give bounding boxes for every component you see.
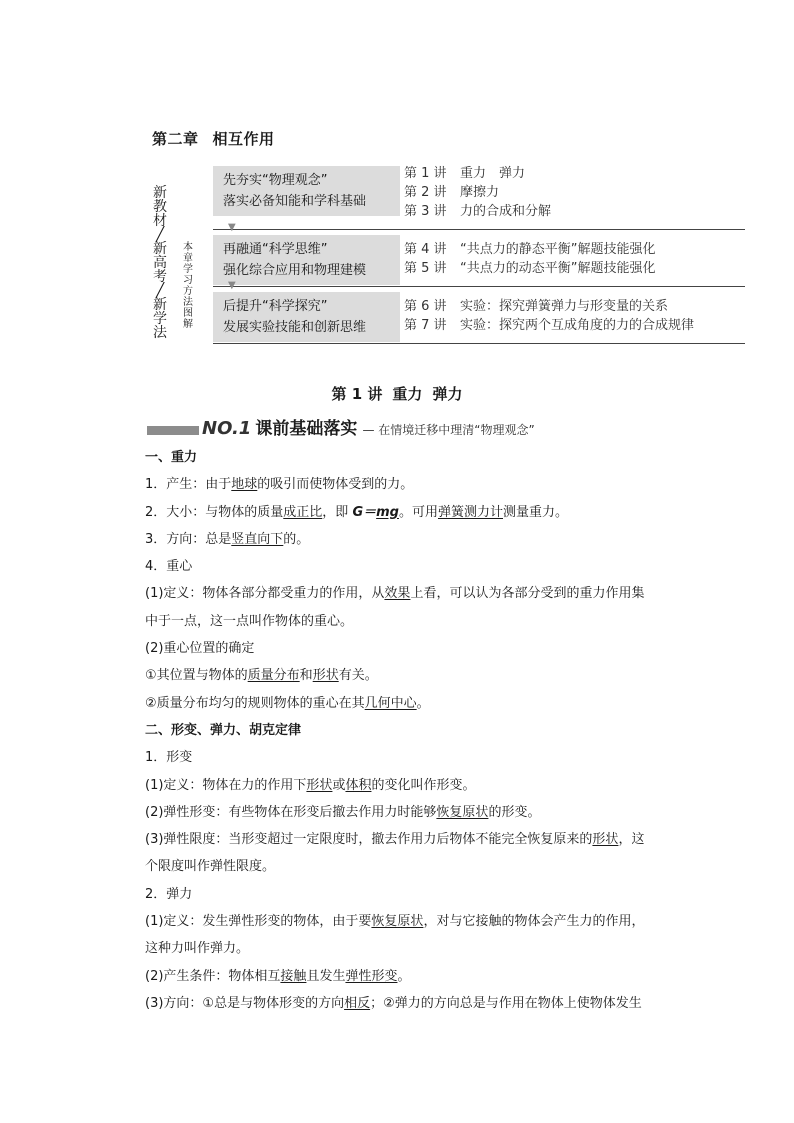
section-1-line1: 先夯实“物理观念”: [223, 173, 328, 188]
down-arrow-icon: ▼: [228, 280, 236, 291]
paragraph: 2．大小：与物体的质量成正比，即 G＝mg。可用弹簧测力计测量重力。: [145, 504, 569, 520]
paragraph: (3)方向：①总是与物体形变的方向相反；②弹力的方向总是与作用在物体上使物体发生: [145, 995, 642, 1011]
paragraph: 1．产生：由于地球的吸引而使物体受到的力。: [145, 477, 414, 493]
lecture-row: 第 3 讲 力的合成和分解: [404, 204, 552, 219]
banner-title: 课前基础落实: [255, 419, 358, 439]
paragraph-continued: 中于一点，这一点叫作物体的重心。: [145, 613, 354, 629]
paragraph: (2)弹性形变：有些物体在形变后撤去作用力时能够恢复原状的形变。: [145, 804, 541, 820]
paragraph-continued: 这种力叫作弹力。: [145, 941, 250, 957]
section-1-line2: 落实必备知能和学科基础: [223, 194, 367, 209]
down-arrow-icon: ▼: [228, 222, 236, 233]
divider: [213, 286, 745, 287]
vertical-label-sub: 本 章 学 习 方 法 图 解: [183, 242, 193, 330]
lesson-body: [145, 444, 693, 1017]
section-3-line1: 后提升“科学探究”: [223, 299, 328, 314]
section-1-lectures: [404, 164, 551, 221]
divider: [213, 229, 745, 230]
chapter-title: 第二章 相互作用: [152, 130, 275, 148]
section-3-lectures: [404, 297, 694, 335]
paragraph: (3)弹性限度：当形变超过一定限度时，撤去作用力后物体不能完全恢复原来的形状，这: [145, 832, 645, 848]
paragraph: (1)定义：物体在力的作用下形状或体积的变化叫作形变。: [145, 777, 476, 793]
paragraph: ①其位置与物体的质量分布和形状有关。: [145, 668, 378, 684]
paragraph-continued: 个限度叫作弹性限度。: [145, 859, 276, 875]
paragraph: (2)重心位置的确定: [145, 641, 255, 657]
lecture-row: 第 1 讲 重力 弹力: [404, 166, 526, 181]
lecture-row: 第 4 讲 “共点力的静态平衡”解题技能强化: [404, 242, 656, 257]
paragraph: (1)定义：物体各部分都受重力的作用，从效果上看，可以认为各部分受到的重力作用集: [145, 586, 645, 602]
section-banner: [202, 414, 535, 439]
paragraph: (1)定义：发生弹性形变的物体，由于要恢复原状，对与它接触的物体会产生力的作用，: [145, 914, 645, 930]
paragraph: 4．重心: [145, 559, 193, 575]
lecture-row: 第 6 讲 实验：探究弹簧弹力与形变量的关系: [404, 299, 669, 314]
banner-number: NO.1: [202, 418, 252, 439]
paragraph: ②质量分布均匀的规则物体的重心在其几何中心。: [145, 695, 430, 711]
lecture-row: 第 2 讲 摩擦力: [404, 185, 500, 200]
section-box-1: [213, 166, 400, 216]
divider: [213, 343, 745, 344]
section-box-3: [213, 292, 400, 342]
section-2-lectures: [404, 240, 655, 278]
paragraph: 1．形变: [145, 750, 193, 766]
paragraph: 3．方向：总是竖直向下的。: [145, 531, 310, 547]
lecture-row: 第 5 讲 “共点力的动态平衡”解题技能强化: [404, 261, 656, 276]
paragraph: (2)产生条件：物体相互接触且发生弹性形变。: [145, 968, 411, 984]
section-2-line2: 强化综合应用和物理建模: [223, 263, 367, 278]
lecture-row: 第 7 讲 实验：探究两个互成角度的力的合成规律: [404, 318, 695, 333]
banner-bar: [147, 426, 199, 435]
section-box-2: [213, 235, 400, 285]
paragraph: 2．弹力: [145, 886, 193, 902]
heading: 一、重力: [145, 450, 198, 465]
banner-subtitle: — 在情境迁移中理清“物理观念”: [362, 423, 535, 437]
section-2-line1: 再融通“科学思维”: [223, 242, 328, 257]
lesson-title: 第 1 讲 重力 弹力: [331, 385, 463, 403]
section-3-line2: 发展实验技能和创新思维: [223, 320, 367, 335]
heading: 二、形变、弹力、胡克定律: [145, 722, 302, 738]
vertical-label-main: 新 教 材 ╱ 新 高 考 ╱ 新 学 法: [153, 185, 167, 341]
